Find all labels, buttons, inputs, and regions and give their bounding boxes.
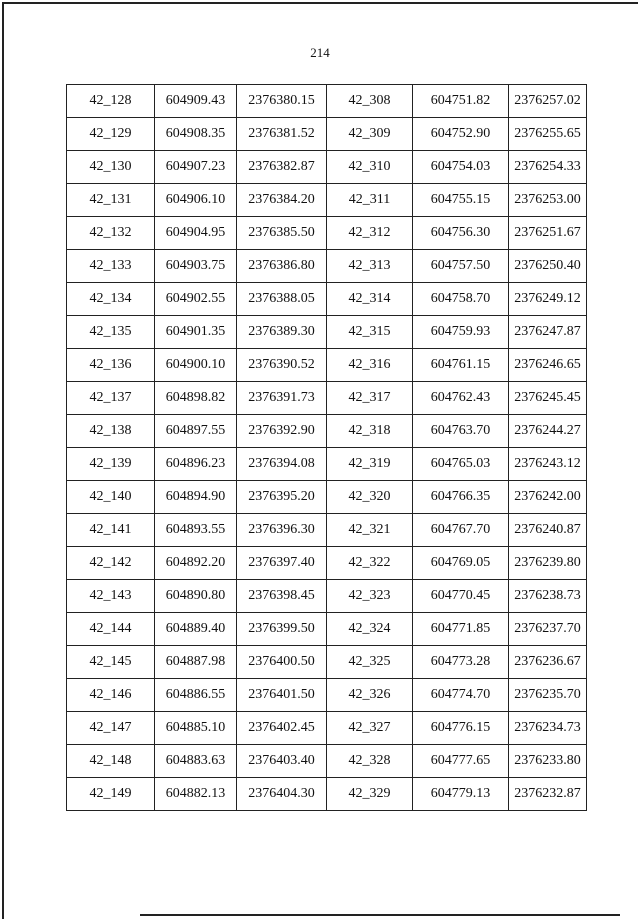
cell-x-left: 604898.82 [155, 382, 237, 415]
cell-point-id-right: 42_322 [327, 547, 413, 580]
cell-point-id-right: 42_308 [327, 85, 413, 118]
cell-x-right: 604756.30 [413, 217, 509, 250]
cell-point-id-left: 42_139 [67, 448, 155, 481]
cell-point-id-left: 42_128 [67, 85, 155, 118]
cell-point-id-left: 42_143 [67, 580, 155, 613]
cell-point-id-left: 42_144 [67, 613, 155, 646]
cell-x-left: 604885.10 [155, 712, 237, 745]
cell-point-id-left: 42_130 [67, 151, 155, 184]
cell-y-right: 2376239.80 [509, 547, 587, 580]
table-row [67, 316, 587, 349]
cell-point-id-right: 42_310 [327, 151, 413, 184]
cell-y-right: 2376235.70 [509, 679, 587, 712]
cell-x-right: 604758.70 [413, 283, 509, 316]
cell-y-left: 2376385.50 [237, 217, 327, 250]
cell-x-left: 604889.40 [155, 613, 237, 646]
table-row [67, 217, 587, 250]
cell-y-left: 2376380.15 [237, 85, 327, 118]
cell-y-right: 2376247.87 [509, 316, 587, 349]
table-row [67, 415, 587, 448]
cell-y-right: 2376236.67 [509, 646, 587, 679]
cell-y-right: 2376251.67 [509, 217, 587, 250]
table-row [67, 613, 587, 646]
table-row [67, 283, 587, 316]
cell-x-right: 604752.90 [413, 118, 509, 151]
cell-y-left: 2376395.20 [237, 481, 327, 514]
cell-point-id-left: 42_148 [67, 745, 155, 778]
cell-point-id-right: 42_318 [327, 415, 413, 448]
cell-x-right: 604773.28 [413, 646, 509, 679]
page-border-top [2, 2, 638, 4]
cell-point-id-left: 42_134 [67, 283, 155, 316]
cell-point-id-right: 42_321 [327, 514, 413, 547]
cell-y-left: 2376392.90 [237, 415, 327, 448]
cell-x-left: 604900.10 [155, 349, 237, 382]
cell-point-id-right: 42_320 [327, 481, 413, 514]
cell-y-right: 2376254.33 [509, 151, 587, 184]
cell-y-left: 2376401.50 [237, 679, 327, 712]
cell-y-left: 2376396.30 [237, 514, 327, 547]
cell-x-right: 604754.03 [413, 151, 509, 184]
cell-x-left: 604894.90 [155, 481, 237, 514]
cell-point-id-left: 42_146 [67, 679, 155, 712]
cell-x-left: 604903.75 [155, 250, 237, 283]
cell-point-id-left: 42_141 [67, 514, 155, 547]
cell-x-left: 604907.23 [155, 151, 237, 184]
cell-y-left: 2376389.30 [237, 316, 327, 349]
cell-point-id-right: 42_312 [327, 217, 413, 250]
cell-y-right: 2376237.70 [509, 613, 587, 646]
cell-point-id-right: 42_325 [327, 646, 413, 679]
cell-x-right: 604774.70 [413, 679, 509, 712]
cell-point-id-right: 42_327 [327, 712, 413, 745]
cell-y-left: 2376384.20 [237, 184, 327, 217]
cell-y-right: 2376240.87 [509, 514, 587, 547]
table-row [67, 85, 587, 118]
cell-x-right: 604751.82 [413, 85, 509, 118]
cell-x-left: 604904.95 [155, 217, 237, 250]
cell-y-left: 2376386.80 [237, 250, 327, 283]
table-row [67, 481, 587, 514]
table-row [67, 382, 587, 415]
cell-y-right: 2376249.12 [509, 283, 587, 316]
coordinates-table-body [67, 85, 587, 811]
cell-y-right: 2376255.65 [509, 118, 587, 151]
cell-x-left: 604892.20 [155, 547, 237, 580]
cell-point-id-right: 42_313 [327, 250, 413, 283]
cell-x-left: 604897.55 [155, 415, 237, 448]
cell-y-right: 2376238.73 [509, 580, 587, 613]
cell-point-id-right: 42_314 [327, 283, 413, 316]
cell-y-left: 2376382.87 [237, 151, 327, 184]
cell-x-right: 604776.15 [413, 712, 509, 745]
cell-y-left: 2376397.40 [237, 547, 327, 580]
cell-point-id-right: 42_323 [327, 580, 413, 613]
cell-y-left: 2376391.73 [237, 382, 327, 415]
cell-point-id-right: 42_329 [327, 778, 413, 811]
cell-x-left: 604909.43 [155, 85, 237, 118]
cell-x-right: 604770.45 [413, 580, 509, 613]
cell-point-id-left: 42_137 [67, 382, 155, 415]
cell-point-id-right: 42_319 [327, 448, 413, 481]
cell-y-left: 2376390.52 [237, 349, 327, 382]
cell-y-right: 2376233.80 [509, 745, 587, 778]
cell-y-left: 2376381.52 [237, 118, 327, 151]
cell-x-left: 604890.80 [155, 580, 237, 613]
cell-y-left: 2376404.30 [237, 778, 327, 811]
cell-x-left: 604886.55 [155, 679, 237, 712]
cell-point-id-left: 42_147 [67, 712, 155, 745]
page-border-left [2, 2, 4, 919]
coordinates-table [66, 84, 587, 811]
cell-x-right: 604763.70 [413, 415, 509, 448]
cell-y-right: 2376257.02 [509, 85, 587, 118]
cell-x-right: 604769.05 [413, 547, 509, 580]
cell-x-left: 604882.13 [155, 778, 237, 811]
cell-point-id-left: 42_136 [67, 349, 155, 382]
table-row [67, 184, 587, 217]
cell-point-id-left: 42_135 [67, 316, 155, 349]
cell-point-id-left: 42_133 [67, 250, 155, 283]
table-row [67, 580, 587, 613]
cell-y-right: 2376243.12 [509, 448, 587, 481]
cell-point-id-right: 42_311 [327, 184, 413, 217]
cell-point-id-left: 42_132 [67, 217, 155, 250]
cell-y-right: 2376250.40 [509, 250, 587, 283]
cell-x-right: 604771.85 [413, 613, 509, 646]
cell-x-right: 604765.03 [413, 448, 509, 481]
cell-point-id-right: 42_315 [327, 316, 413, 349]
table-row [67, 778, 587, 811]
cell-x-left: 604901.35 [155, 316, 237, 349]
cell-y-right: 2376242.00 [509, 481, 587, 514]
page-number: 214 [310, 45, 330, 60]
cell-y-left: 2376403.40 [237, 745, 327, 778]
cell-x-left: 604908.35 [155, 118, 237, 151]
table-row [67, 250, 587, 283]
cell-point-id-right: 42_324 [327, 613, 413, 646]
cell-x-left: 604896.23 [155, 448, 237, 481]
table-row [67, 712, 587, 745]
cell-point-id-left: 42_131 [67, 184, 155, 217]
cell-point-id-right: 42_309 [327, 118, 413, 151]
table-row [67, 448, 587, 481]
cell-y-right: 2376244.27 [509, 415, 587, 448]
cell-y-right: 2376234.73 [509, 712, 587, 745]
cell-x-right: 604766.35 [413, 481, 509, 514]
cell-point-id-left: 42_129 [67, 118, 155, 151]
cell-y-left: 2376394.08 [237, 448, 327, 481]
table-row [67, 151, 587, 184]
cell-point-id-right: 42_316 [327, 349, 413, 382]
cell-x-right: 604762.43 [413, 382, 509, 415]
table-row [67, 679, 587, 712]
cell-y-right: 2376246.65 [509, 349, 587, 382]
cell-y-left: 2376388.05 [237, 283, 327, 316]
cell-x-left: 604893.55 [155, 514, 237, 547]
table-row [67, 118, 587, 151]
cell-point-id-left: 42_142 [67, 547, 155, 580]
cell-x-right: 604759.93 [413, 316, 509, 349]
table-row [67, 349, 587, 382]
cell-point-id-left: 42_145 [67, 646, 155, 679]
cell-y-left: 2376399.50 [237, 613, 327, 646]
cell-point-id-right: 42_317 [327, 382, 413, 415]
cell-y-left: 2376398.45 [237, 580, 327, 613]
table-row [67, 547, 587, 580]
table-row [67, 745, 587, 778]
cell-x-right: 604777.65 [413, 745, 509, 778]
cell-y-right: 2376253.00 [509, 184, 587, 217]
cell-y-right: 2376245.45 [509, 382, 587, 415]
cell-y-right: 2376232.87 [509, 778, 587, 811]
cell-x-left: 604906.10 [155, 184, 237, 217]
cell-x-right: 604767.70 [413, 514, 509, 547]
cell-x-right: 604761.15 [413, 349, 509, 382]
cell-x-left: 604902.55 [155, 283, 237, 316]
cell-x-right: 604755.15 [413, 184, 509, 217]
cell-x-right: 604779.13 [413, 778, 509, 811]
cell-x-right: 604757.50 [413, 250, 509, 283]
cell-point-id-left: 42_149 [67, 778, 155, 811]
cell-x-left: 604887.98 [155, 646, 237, 679]
cell-point-id-left: 42_140 [67, 481, 155, 514]
table-row [67, 646, 587, 679]
cell-point-id-left: 42_138 [67, 415, 155, 448]
cell-point-id-right: 42_326 [327, 679, 413, 712]
table-row [67, 514, 587, 547]
cell-point-id-right: 42_328 [327, 745, 413, 778]
cell-y-left: 2376400.50 [237, 646, 327, 679]
cell-y-left: 2376402.45 [237, 712, 327, 745]
cell-x-left: 604883.63 [155, 745, 237, 778]
page-border-bottom [140, 914, 620, 916]
